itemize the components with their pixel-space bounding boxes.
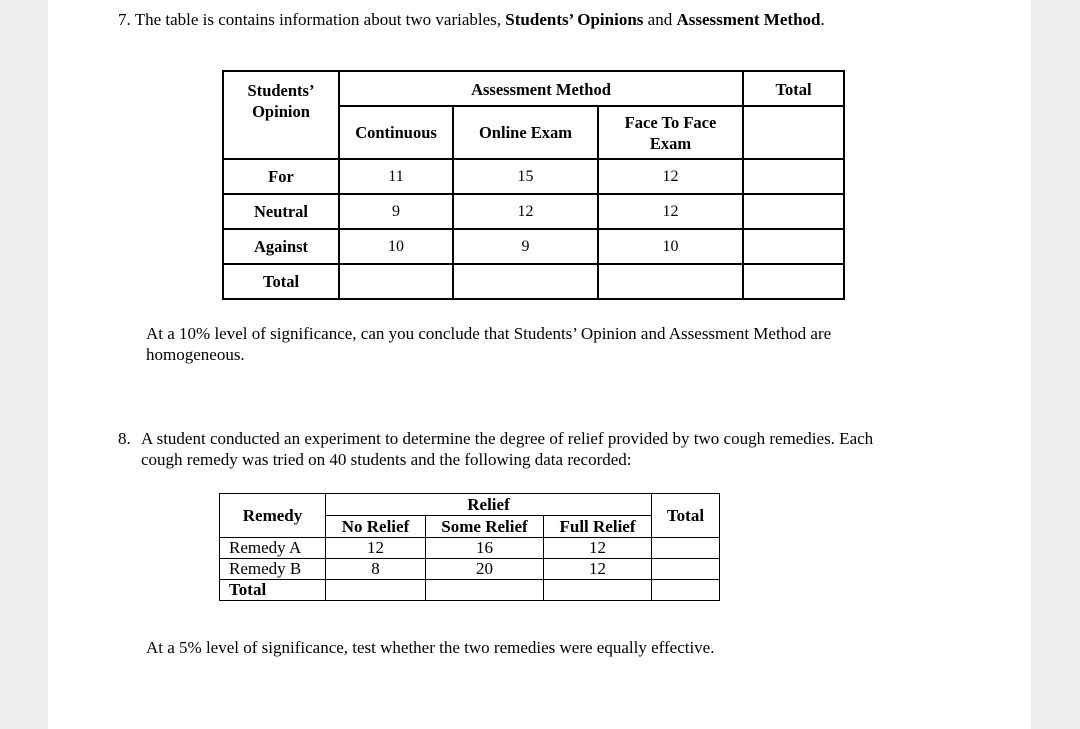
q8-number: 8. [118, 429, 131, 448]
table-row [223, 229, 844, 264]
cell [326, 580, 426, 601]
table-row [223, 194, 844, 229]
corner-line-2: Opinion [252, 102, 310, 121]
row-label-remedy-b: Remedy B [220, 559, 326, 580]
cell [544, 580, 652, 601]
cell: 9 [453, 229, 598, 264]
cell [598, 264, 743, 299]
cell: 12 [598, 194, 743, 229]
table-row-total [223, 264, 844, 299]
q7-prefix: 7. The table is contains information about two variables, [118, 10, 506, 29]
corner-line-1: Students’ [247, 81, 315, 100]
q7-end: . [820, 10, 825, 29]
cell: 20 [426, 559, 544, 580]
cell-total [743, 264, 844, 299]
row-label-remedy-a: Remedy A [220, 538, 326, 559]
row-label-for: For [223, 159, 339, 194]
col-full-relief: Full Relief [544, 516, 652, 538]
row-label-total: Total [220, 580, 326, 601]
col-no-relief: No Relief [326, 516, 426, 538]
cell: 16 [426, 538, 544, 559]
cell [453, 264, 598, 299]
cell-total [743, 194, 844, 229]
cell-total [743, 159, 844, 194]
cell [426, 580, 544, 601]
q8-text: A student conducted an experiment to determine the degree of relief provided by two cough remedies. Each cough remedy was tried on 40 students and the following data recorded: [141, 429, 874, 469]
cell-total [743, 229, 844, 264]
table-row [220, 538, 720, 559]
cell: 12 [326, 538, 426, 559]
total-header-blank [743, 106, 844, 159]
cell: 8 [326, 559, 426, 580]
total-column-header: Total [743, 71, 844, 106]
question-7-prompt: At a 10% level of significance, can you conclude that Students’ Opinion and Assessment Method are homogeneous. [146, 324, 832, 364]
question-8-heading [118, 428, 918, 470]
row-label-against: Against [223, 229, 339, 264]
col-face-to-face [598, 106, 743, 159]
cell: 15 [453, 159, 598, 194]
col-face-to-face-line-2: Exam [649, 133, 692, 153]
cell: 12 [544, 538, 652, 559]
table-row [223, 159, 844, 194]
corner-header [223, 71, 339, 159]
cell-total [652, 580, 720, 601]
row-label-total: Total [223, 264, 339, 299]
col-face-to-face-line-1: Face To Face [624, 112, 717, 132]
question-8-prompt: At a 5% level of significance, test whether the two remedies were equally effective. [146, 638, 715, 657]
cell: 11 [339, 159, 453, 194]
cell: 9 [339, 194, 453, 229]
opinion-assessment-table [222, 70, 845, 300]
q7-variable-1: Students’ Opinions [505, 10, 644, 29]
relief-header: Relief [326, 494, 652, 516]
assessment-method-header: Assessment Method [339, 71, 743, 106]
table-row [220, 559, 720, 580]
cell: 12 [544, 559, 652, 580]
row-label-neutral: Neutral [223, 194, 339, 229]
cell [339, 264, 453, 299]
cell-total [652, 559, 720, 580]
cell: 12 [453, 194, 598, 229]
cell-total [652, 538, 720, 559]
q7-variable-2: Assessment Method [676, 10, 821, 29]
col-some-relief: Some Relief [426, 516, 544, 538]
col-online-exam: Online Exam [453, 106, 598, 159]
col-continuous: Continuous [339, 106, 453, 159]
cell: 12 [598, 159, 743, 194]
q7-and: and [643, 10, 677, 29]
table-row-total [220, 580, 720, 601]
question-7-heading [118, 10, 825, 30]
remedy-relief-table [219, 493, 720, 601]
cell: 10 [339, 229, 453, 264]
total-column-header: Total [652, 494, 720, 538]
remedy-header: Remedy [220, 494, 326, 538]
cell: 10 [598, 229, 743, 264]
